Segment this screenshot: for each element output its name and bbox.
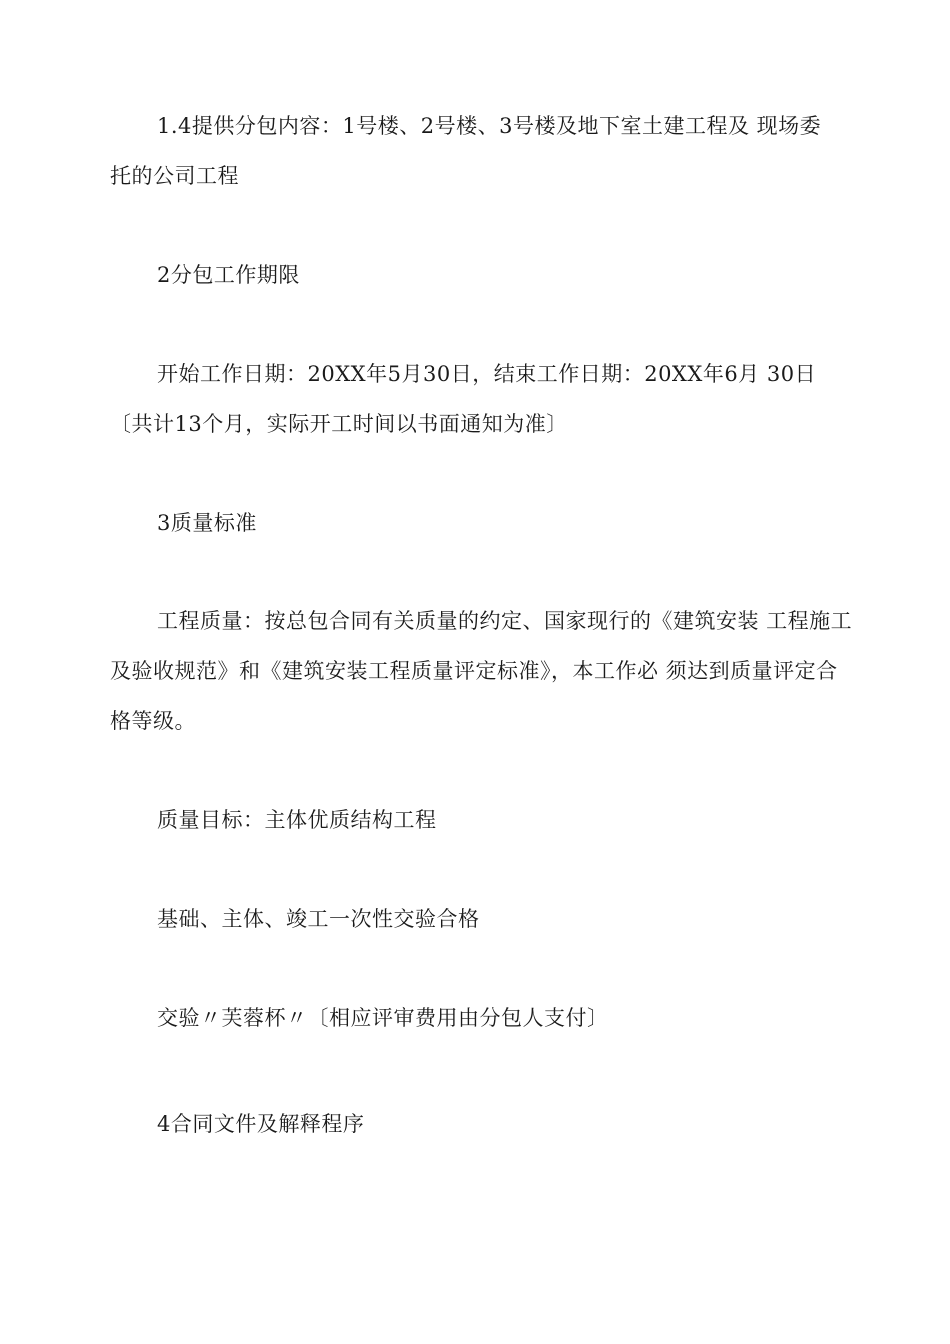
paragraph-3-line-1: 开始工作日期：20XX年5月30日，结束工作日期：20XX年6月 30日: [157, 362, 817, 386]
paragraph-6-line-1: 质量目标：主体优质结构工程: [157, 808, 437, 832]
paragraph-1-line-1: 1.4提供分包内容：1号楼、2号楼、3号楼及地下室土建工程及 现场委: [157, 114, 822, 138]
paragraph-7-line-1: 基础、主体、竣工一次性交验合格: [157, 907, 480, 931]
paragraph-8-line-1: 交验〃芙蓉杯〃〔相应评审费用由分包人支付〕: [157, 1006, 609, 1030]
paragraph-5-line-3: 格等级。: [110, 709, 196, 733]
paragraph-5-line-2: 及验收规范》和《建筑安装工程质量评定标准》，本工作必 须达到质量评定合: [110, 659, 838, 683]
section-heading-2: 2分包工作期限: [157, 263, 300, 287]
section-heading-4: 4合同文件及解释程序: [157, 1112, 365, 1136]
paragraph-1-line-2: 托的公司工程: [110, 164, 239, 188]
paragraph-5-line-1: 工程质量：按总包合同有关质量的约定、国家现行的《建筑安装 工程施工: [157, 609, 853, 633]
paragraph-3-line-2: 〔共计13个月，实际开工时间以书面通知为准〕: [110, 412, 568, 436]
section-heading-3: 3质量标准: [157, 511, 257, 535]
